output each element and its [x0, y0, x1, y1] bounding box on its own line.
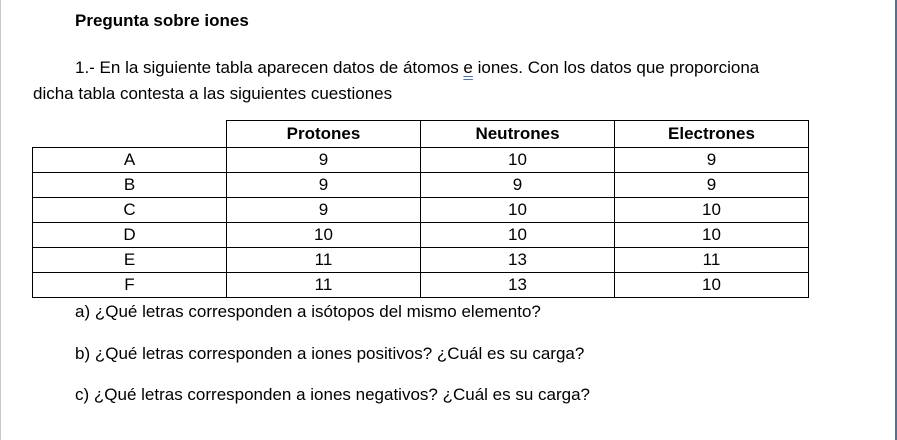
intro-line-1 [33, 55, 833, 81]
intro-underlined-word: e [463, 58, 473, 77]
table-header-row [33, 121, 809, 148]
header-electrones: Electrones [615, 121, 809, 148]
cell-electrones: 9 [615, 173, 809, 198]
cell-electrones: 9 [615, 148, 809, 173]
table-row [33, 273, 809, 298]
ion-data-table [32, 120, 809, 298]
cell-protones: 10 [227, 223, 421, 248]
row-label: F [33, 273, 227, 298]
row-label: A [33, 148, 227, 173]
intro-text-part-1: 1.- En la siguiente tabla aparecen datos de átomos [75, 58, 464, 77]
cell-neutrones: 9 [421, 173, 615, 198]
header-neutrones: Neutrones [421, 121, 615, 148]
question-title: Pregunta sobre iones [75, 11, 249, 30]
cell-neutrones: 13 [421, 248, 615, 273]
cell-protones: 11 [227, 273, 421, 298]
row-label: E [33, 248, 227, 273]
table-row [33, 173, 809, 198]
header-empty-corner [33, 121, 227, 148]
page-left-border [0, 0, 1, 440]
cell-electrones: 10 [615, 223, 809, 248]
table-row [33, 198, 809, 223]
intro-text-part-2: iones. Con los datos que proporciona [472, 58, 760, 77]
cell-neutrones: 10 [421, 198, 615, 223]
table-row [33, 223, 809, 248]
row-label: D [33, 223, 227, 248]
cell-protones: 9 [227, 198, 421, 223]
cell-protones: 9 [227, 148, 421, 173]
cell-protones: 11 [227, 248, 421, 273]
header-protones: Protones [227, 121, 421, 148]
intro-line-2: dicha tabla contesta a las siguientes cuestiones [33, 84, 393, 103]
cell-neutrones: 10 [421, 223, 615, 248]
cell-electrones: 10 [615, 273, 809, 298]
intro-paragraph [33, 55, 833, 107]
cell-protones: 9 [227, 173, 421, 198]
table-row [33, 148, 809, 173]
cell-electrones: 11 [615, 248, 809, 273]
row-label: B [33, 173, 227, 198]
cell-electrones: 10 [615, 198, 809, 223]
question-a: a) ¿Qué letras corresponden a isótopos del mismo elemento? [75, 302, 541, 321]
cell-neutrones: 10 [421, 148, 615, 173]
question-b: b) ¿Qué letras corresponden a iones positivos? ¿Cuál es su carga? [75, 344, 585, 363]
table-row [33, 248, 809, 273]
question-c: c) ¿Qué letras corresponden a iones negativos? ¿Cuál es su carga? [75, 385, 590, 404]
cell-neutrones: 13 [421, 273, 615, 298]
row-label: C [33, 198, 227, 223]
